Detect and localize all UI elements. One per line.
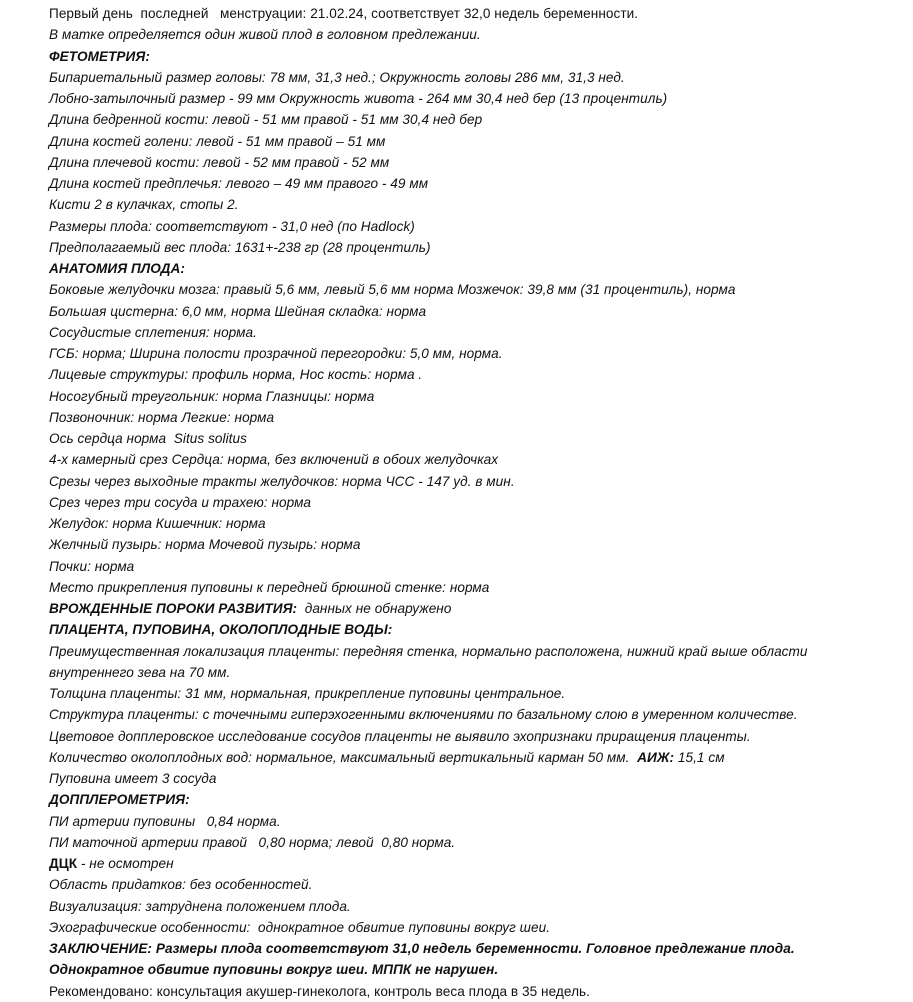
report-text-segment: АНАТОМИЯ ПЛОДА: xyxy=(49,261,185,276)
report-text-segment: Визуализация: затруднена положением плода. xyxy=(49,898,351,914)
report-text-segment: ДОППЛЕРОМЕТРИЯ: xyxy=(49,792,190,808)
report-line xyxy=(49,747,869,768)
report-line xyxy=(49,959,869,980)
report-text-segment: Носогубный треугольник: норма Глазницы: норма xyxy=(49,388,375,404)
report-line xyxy=(49,24,869,45)
report-line xyxy=(49,938,869,959)
report-text-segment: Область придатков: без особенностей. xyxy=(49,877,313,893)
report-text-segment: Срез через три сосуда и трахею: норма xyxy=(49,494,312,510)
report-line xyxy=(49,513,869,534)
report-text-segment: - не осмотрен xyxy=(77,856,174,871)
report-line xyxy=(49,832,869,853)
report-text-segment: ЗАКЛЮЧЕНИЕ: Размеры плода соответствуют 31,0 недель беременности. Головное предлежание плода. xyxy=(49,941,795,956)
report-line xyxy=(49,343,869,364)
report-text-segment: Желчный пузырь: норма Мочевой пузырь: норма xyxy=(49,537,361,553)
report-text-segment: ПИ артерии пуповины 0,84 норма. xyxy=(49,813,281,829)
report-text-segment: Рекомендовано: консультация акушер-гинеколога, контроль веса плода в 35 недель. xyxy=(49,983,591,999)
report-text-segment: Место прикрепления пуповины к передней брюшной стенке: норма xyxy=(49,579,490,595)
report-text-segment: Структура плаценты: с точечными гиперэхогенными включениями по базальному слою в умеренном количестве. xyxy=(49,707,798,723)
report-line xyxy=(49,726,869,747)
report-line xyxy=(49,449,869,470)
report-line xyxy=(49,577,869,598)
report-text-segment: Срезы через выходные тракты желудочков: норма ЧСС - 147 уд. в мин. xyxy=(49,473,515,489)
report-line xyxy=(49,3,869,24)
report-line xyxy=(49,704,869,725)
report-line xyxy=(49,386,869,407)
report-text-segment: ФЕТОМЕТРИЯ: xyxy=(49,48,150,64)
report-line xyxy=(49,981,869,1002)
report-line xyxy=(49,683,869,704)
report-line xyxy=(49,556,869,577)
report-line xyxy=(49,768,869,789)
report-text-segment: ПЛАЦЕНТА, ПУПОВИНА, ОКОЛОПЛОДНЫЕ ВОДЫ: xyxy=(49,622,393,638)
report-line xyxy=(49,152,869,173)
report-text-segment: Длина костей голени: левой - 51 мм правой – 51 мм xyxy=(49,133,386,149)
report-line xyxy=(49,428,869,449)
report-text-segment: Цветовое допплеровское исследование сосудов плаценты не выявило эхопризнаки приращения плаценты. xyxy=(49,728,751,744)
report-text-segment: Ось сердца норма Situs solitus xyxy=(49,431,247,446)
report-line xyxy=(49,67,869,88)
report-line xyxy=(49,789,869,810)
report-text-segment: Лобно-затылочный размер - 99 мм Окружность живота - 264 мм 30,4 нед бер (13 процентиль) xyxy=(49,91,668,106)
report-line xyxy=(49,109,869,130)
report-text-segment: Эхографические особенности: однократное обвитие пуповины вокруг шеи. xyxy=(49,919,551,935)
report-text-segment: Размеры плода: соответствуют - 31,0 нед (по Hadlock) xyxy=(49,218,415,234)
report-text-segment: ДЦК xyxy=(49,856,78,871)
report-line xyxy=(49,322,869,343)
report-text-segment: Лицевые структуры: профиль норма, Нос кость: норма . xyxy=(49,367,423,383)
report-line xyxy=(49,534,869,555)
report-text-segment: АИЖ: xyxy=(637,749,675,765)
ultrasound-report-text xyxy=(49,3,869,1002)
report-text-segment: Длина костей предплечья: левого – 49 мм правого - 49 мм xyxy=(49,176,429,191)
report-text-segment: В матке определяется один живой плод в головном предлежании. xyxy=(49,27,481,43)
report-line xyxy=(49,896,869,917)
report-line xyxy=(49,237,869,258)
report-text-segment: Предполагаемый вес плода: 1631+-238 гр (28 процентиль) xyxy=(49,239,431,255)
report-text-segment: Бипариетальный размер головы: 78 мм, 31,3 нед.; Окружность головы 286 мм, 31,3 нед. xyxy=(49,69,625,85)
report-text-segment: Боковые желудочки мозга: правый 5,6 мм, левый 5,6 мм норма Мозжечок: 39,8 мм (31 процентиль), норма xyxy=(49,282,736,298)
report-line xyxy=(49,641,869,662)
report-text-segment: внутреннего зева на 70 мм. xyxy=(49,664,231,680)
report-line xyxy=(49,131,869,152)
report-text-segment: Почки: норма xyxy=(49,558,135,574)
report-line xyxy=(49,662,869,683)
report-text-segment: Желудок: норма Кишечник: норма xyxy=(49,516,266,531)
report-line xyxy=(49,194,869,215)
report-text-segment: Количество околоплодных вод: нормальное, максимальный вертикальный карман 50 мм. xyxy=(49,749,638,765)
report-line xyxy=(49,619,869,640)
report-line xyxy=(49,88,869,109)
report-line xyxy=(49,853,869,874)
report-line xyxy=(49,279,869,300)
report-text-segment: ПИ маточной артерии правой 0,80 норма; левой 0,80 норма. xyxy=(49,834,456,850)
report-line xyxy=(49,258,869,279)
report-text-segment: ВРОЖДЕННЫЕ ПОРОКИ РАЗВИТИЯ: xyxy=(49,601,298,616)
report-line xyxy=(49,917,869,938)
report-line xyxy=(49,874,869,895)
report-text-segment: Толщина плаценты: 31 мм, нормальная, прикрепление пуповины центральное. xyxy=(49,686,566,701)
report-line xyxy=(49,471,869,492)
report-text-segment: данных не обнаружено xyxy=(297,601,452,616)
report-text-segment: ГСБ: норма; Ширина полости прозрачной перегородки: 5,0 мм, норма. xyxy=(49,346,503,361)
report-line xyxy=(49,407,869,428)
report-line xyxy=(49,364,869,385)
report-text-segment: Преимущественная локализация плаценты: передняя стенка, нормально расположена, нижний край выше области xyxy=(49,643,808,659)
report-text-segment: Позвоночник: норма Легкие: норма xyxy=(49,409,275,425)
report-text-segment: Длина бедренной кости: левой - 51 мм правой - 51 мм 30,4 нед бер xyxy=(49,112,483,128)
report-line xyxy=(49,46,869,67)
report-line xyxy=(49,811,869,832)
report-text-segment: Сосудистые сплетения: норма. xyxy=(49,324,257,340)
report-line xyxy=(49,301,869,322)
report-line xyxy=(49,598,869,619)
report-line xyxy=(49,492,869,513)
report-text-segment: Кисти 2 в кулачках, стопы 2. xyxy=(49,197,239,213)
report-text-segment: Однократное обвитие пуповины вокруг шеи. МППК не нарушен. xyxy=(49,962,499,978)
report-text-segment: Пуповина имеет 3 сосуда xyxy=(49,771,217,786)
report-text-segment: Первый день последней менструации: 21.02.24, соответствует 32,0 недель беременности. xyxy=(49,6,639,21)
report-text-segment: 15,1 см xyxy=(674,749,725,765)
report-text-segment: 4-х камерный срез Сердца: норма, без включений в обоих желудочках xyxy=(49,452,499,468)
report-line xyxy=(49,216,869,237)
report-text-segment: Длина плечевой кости: левой - 52 мм правой - 52 мм xyxy=(49,154,390,170)
report-text-segment: Большая цистерна: 6,0 мм, норма Шейная складка: норма xyxy=(49,303,427,319)
report-line xyxy=(49,173,869,194)
